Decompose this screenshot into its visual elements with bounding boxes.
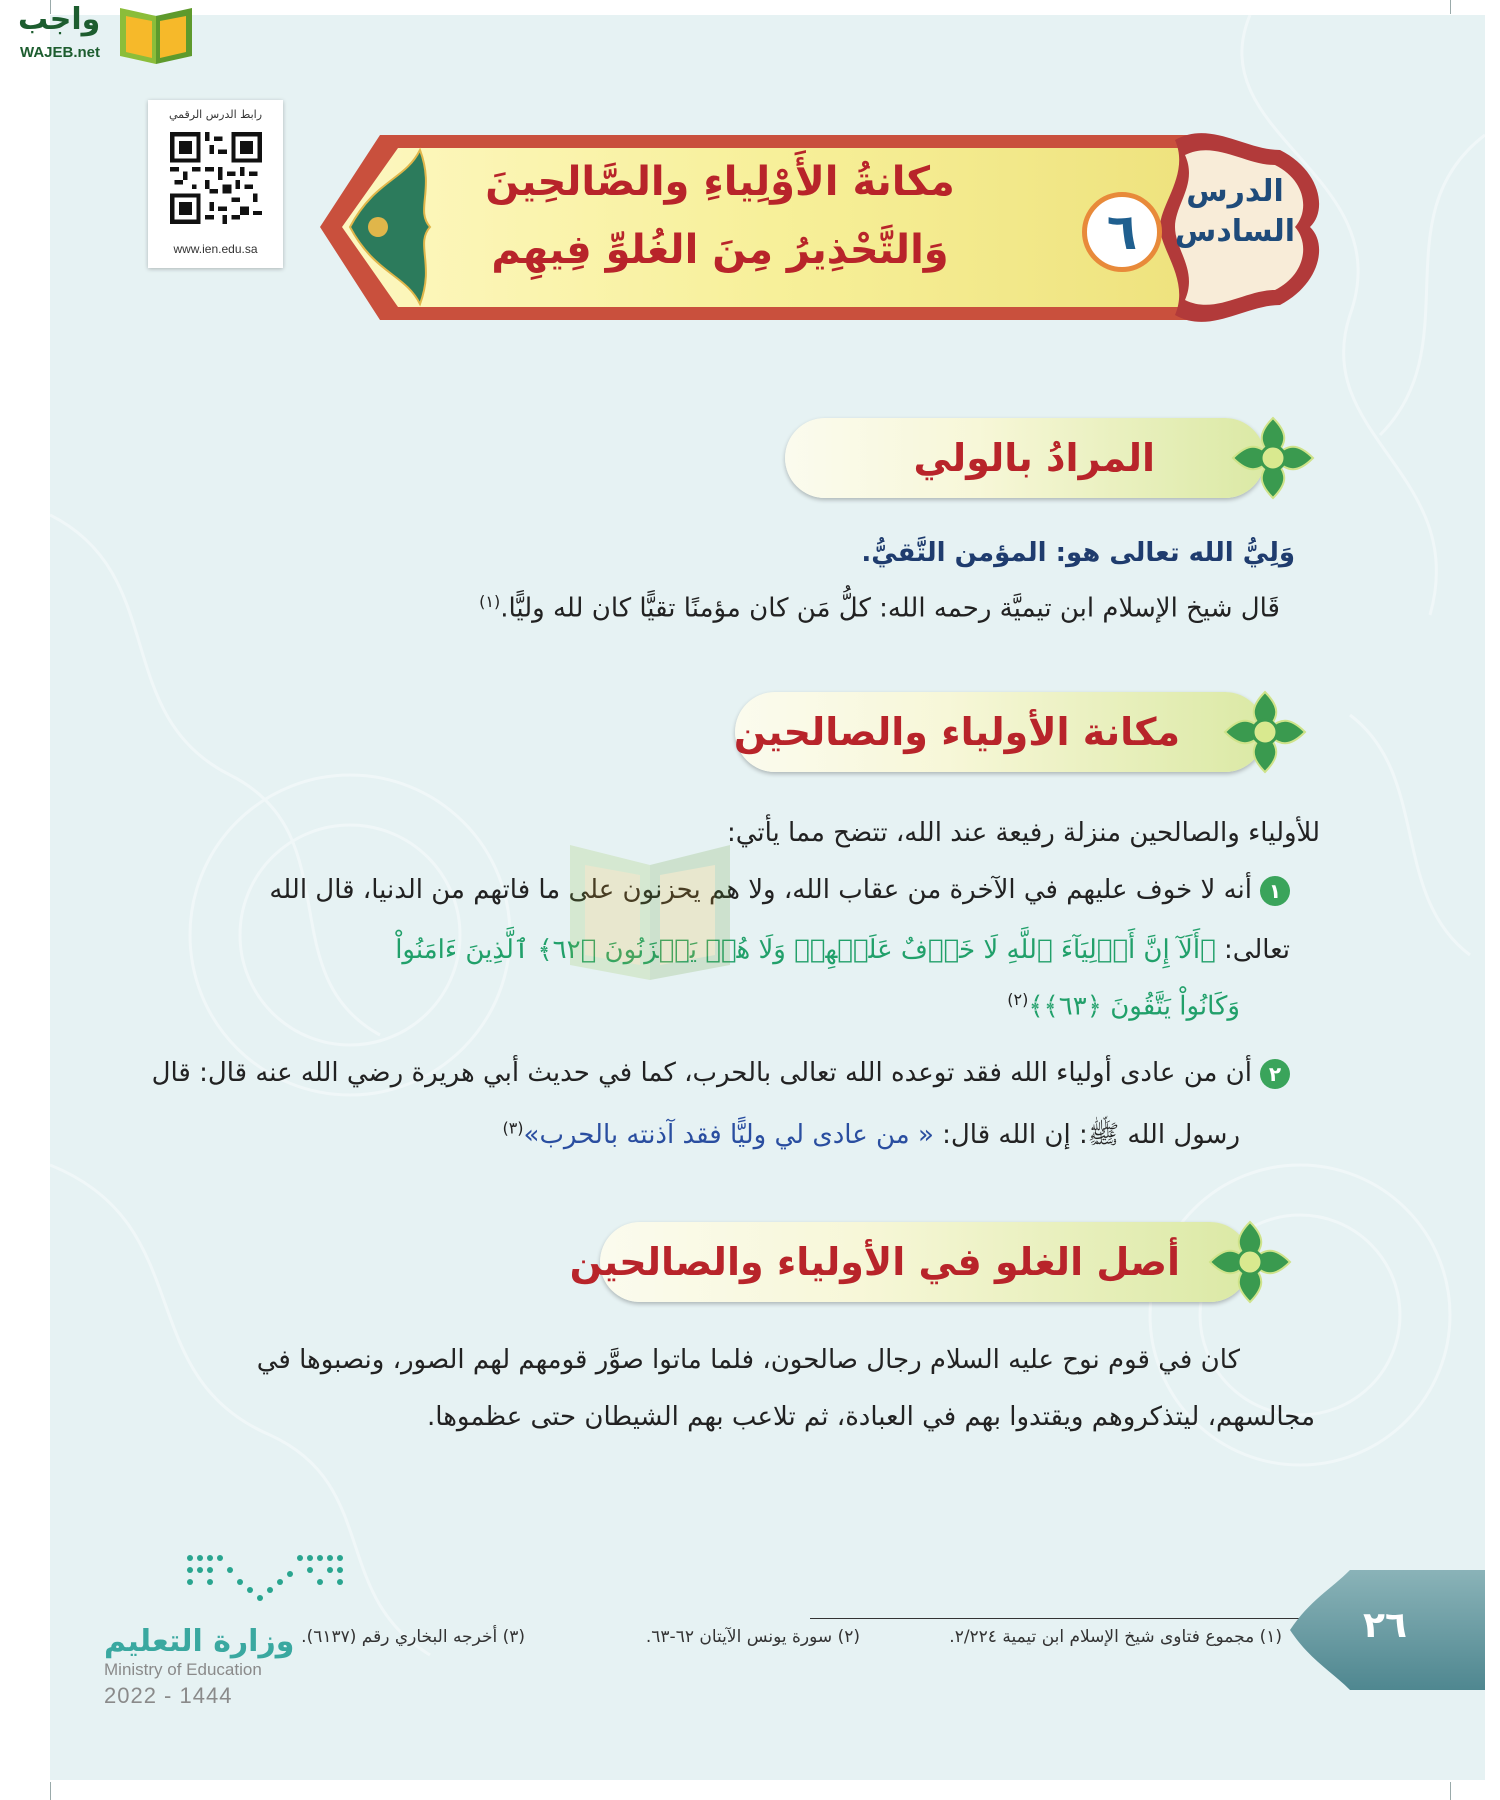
page-number: ٢٦ <box>1363 1605 1407 1646</box>
section-title-status: مكانة الأولياء والصالحين <box>733 710 1180 754</box>
ministry-name-english: Ministry of Education <box>104 1660 262 1679</box>
lesson-number-badge: ٦ <box>1082 192 1162 272</box>
footnote-1: (١) مجموع فتاوى شيخ الإسلام ابن تيمية ٢/٢٢٤. <box>949 1627 1282 1647</box>
lesson-label <box>1170 172 1300 252</box>
origin-line2: مجالسهم، ليتذكروهم ويقتدوا بهم في العبادة، ثم تلاعب بهم الشيطان حتى عظموها. <box>427 1402 1315 1432</box>
point-2-prefix: رسول الله ﷺ: إن الله قال: <box>942 1120 1240 1150</box>
point-2-line1 <box>152 1058 1290 1089</box>
open-book-icon <box>116 6 196 66</box>
ministry-name-arabic: وزارة التعليم <box>104 1624 295 1659</box>
point-1-text: أنه لا خوف عليهم في الآخرة من عقاب الله، ولا هم يحزنون على ما فاتهم من الدنيا، قال الله <box>269 875 1252 905</box>
crop-mark <box>1450 0 1451 14</box>
crop-mark <box>1450 1782 1451 1800</box>
point-2-line2 <box>502 1118 1240 1156</box>
ibn-taymiyya-quote-text: قَال شيخ الإسلام ابن تيميَّة رحمه الله: كلُّ مَن كان مؤمنًا تقيًّا كان لله وليًّا. <box>500 593 1280 624</box>
origin-line1: كان في قوم نوح عليه السلام رجال صالحون، فلما ماتوا صوَّر قومهم لهم الصور، ونصبوها في <box>256 1345 1240 1375</box>
section-title-origin: أصل الغلو في الأولياء والصالحين <box>569 1240 1180 1284</box>
digital-lesson-qr-card[interactable] <box>148 100 283 268</box>
ministry-logo-dots-icon <box>185 1550 355 1610</box>
wajeb-logo[interactable] <box>8 2 193 72</box>
point-marker-1: ١ <box>1260 876 1290 906</box>
lesson-word-1: الدرس <box>1186 174 1284 209</box>
lesson-word-2: السادس <box>1174 214 1296 249</box>
status-intro: للأولياء والصالحين منزلة رفيعة عند الله، تتضح مما يأتي: <box>726 818 1320 848</box>
lesson-title <box>470 148 970 284</box>
wali-definition-text: وَلِيُّ الله تعالى هو: المؤمن التَّقيُّ. <box>861 538 1295 568</box>
point-1-line3 <box>1007 990 1240 1022</box>
lesson-title-line2: وَالتَّحْذِيرُ مِنَ الغُلوِّ فِيهِم <box>491 227 949 273</box>
crop-mark <box>50 1782 51 1800</box>
flower-ornament-icon <box>1228 413 1318 503</box>
qr-url[interactable]: www.ien.edu.sa <box>173 242 258 256</box>
quran-verse-63: وَكَانُواْ يَتَّقُونَ ﴿٦٣﴾﴾ <box>1028 991 1240 1022</box>
wali-definition <box>861 538 1295 568</box>
point-marker-2: ٢ <box>1260 1059 1290 1089</box>
footnote-divider <box>810 1618 1320 1619</box>
qr-label: رابط الدرس الرقمي <box>168 108 263 121</box>
ibn-taymiyya-quote <box>479 592 1280 624</box>
wajeb-watermark-logo <box>500 840 800 980</box>
flower-ornament-icon <box>1205 1217 1295 1307</box>
point-2-text: أن من عادى أولياء الله فقد توعده الله تعالى بالحرب، كما في حديث أبي هريرة رضي الله عنه قال: قال <box>151 1058 1252 1088</box>
flower-ornament-icon <box>1220 687 1310 777</box>
hadith-quote: « من عادى لي وليًّا فقد آذنته بالحرب» <box>523 1120 934 1150</box>
footnote-2: (٢) سورة يونس الآيتان ٦٢-٦٣. <box>645 1627 860 1647</box>
brand-name-arabic: واجب <box>18 2 101 37</box>
footnote-ref-2[interactable]: (٢) <box>1007 990 1029 1009</box>
footnote-ref-3[interactable]: (٣) <box>502 1118 524 1138</box>
edition-year: 2022 - 1444 <box>104 1683 233 1708</box>
qr-code-icon[interactable] <box>170 130 262 226</box>
quran-verse-62: ﴿أَلَآ إِنَّ أَوۡلِيَآءَ ٱللَّهِ لَا خَوۡفٌ عَلَيۡهِمۡ وَلَا هُمۡ يَحۡزَنُونَ ﴿٦٢﴾ ٱلَّذِينَ ءَامَنُواْ <box>395 935 1216 965</box>
lesson-title-line1: مكانةُ الأَوْلِياءِ والصَّالحِينَ <box>485 159 955 205</box>
brand-name-latin: WAJEB.net <box>20 44 101 61</box>
section-title-wali: المرادُ بالولي <box>913 436 1155 480</box>
footnote-3: (٣) أخرجه البخاري رقم (٦١٣٧). <box>301 1627 525 1647</box>
footnote-ref-1[interactable]: (١) <box>479 592 501 611</box>
point-1-prefix: تعالى: <box>1223 935 1290 965</box>
